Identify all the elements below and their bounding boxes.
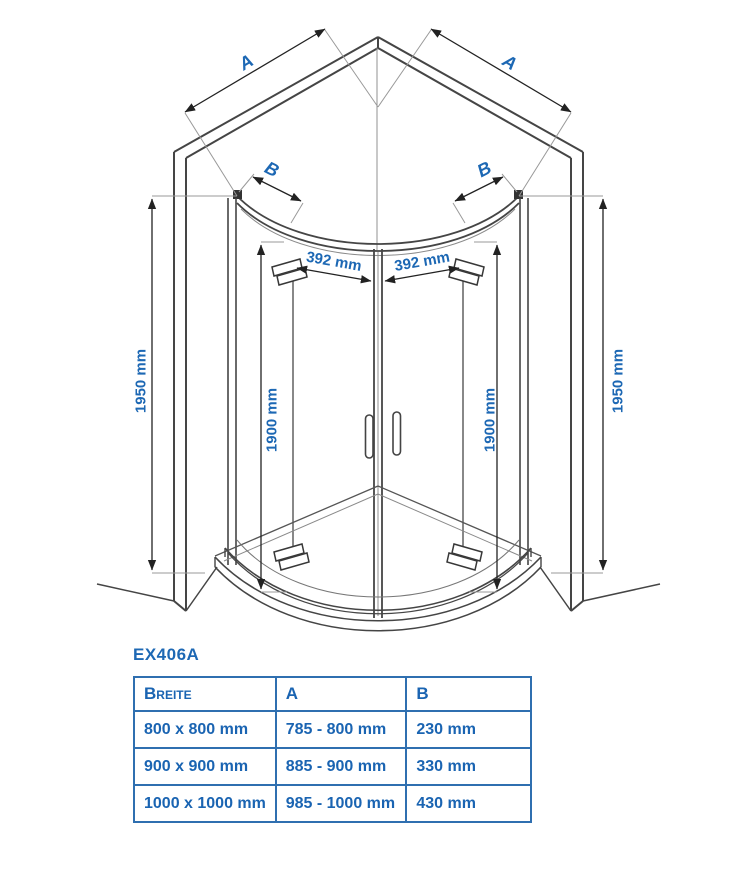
table-row <box>134 748 531 785</box>
door-handles <box>366 412 401 458</box>
cell-a: 785 - 800 mm <box>276 711 407 748</box>
dim-label-392-right: 392 mm <box>393 248 452 275</box>
size-table <box>133 676 532 823</box>
dim-label-1950-right: 1950 mm <box>609 348 627 414</box>
cell-a: 985 - 1000 mm <box>276 785 407 822</box>
dim-label-1950-left: 1950 mm <box>132 348 150 414</box>
cell-breite: 900 x 900 mm <box>134 748 276 785</box>
handle-right <box>393 412 401 455</box>
dim-label-a-right: A <box>499 50 521 75</box>
dim-b-left <box>253 177 301 201</box>
cell-b: 330 mm <box>406 748 531 785</box>
hinge-bottom-right <box>447 544 482 570</box>
cell-b: 430 mm <box>406 785 531 822</box>
hinge-bottom-left <box>274 544 309 570</box>
column-header-breite: Breite <box>134 677 276 711</box>
dim-label-a-left: A <box>235 50 257 75</box>
hinge-top-left <box>272 259 307 285</box>
model-number: EX406A <box>133 645 200 664</box>
dim-label-1900-right: 1900 mm <box>481 387 499 453</box>
cell-a: 885 - 900 mm <box>276 748 407 785</box>
table-header-row <box>134 677 531 711</box>
cell-b: 230 mm <box>406 711 531 748</box>
corner-line <box>377 48 378 616</box>
dim-b-right <box>455 177 503 201</box>
top-rail <box>233 190 523 256</box>
handle-left <box>366 415 374 458</box>
hinge-top-right <box>449 259 484 285</box>
dim-label-b-left: B <box>261 157 283 182</box>
dim-a-left <box>185 29 325 112</box>
cell-breite: 800 x 800 mm <box>134 711 276 748</box>
table-row <box>134 711 531 748</box>
dim-label-b-right: B <box>473 157 495 182</box>
dim-a-right <box>431 29 571 112</box>
dim-label-392-left: 392 mm <box>304 248 363 275</box>
column-header-b: B <box>406 677 531 711</box>
dim-label-1900-left: 1900 mm <box>263 387 281 453</box>
cell-breite: 1000 x 1000 mm <box>134 785 276 822</box>
column-header-a: A <box>276 677 407 711</box>
table-row <box>134 785 531 822</box>
